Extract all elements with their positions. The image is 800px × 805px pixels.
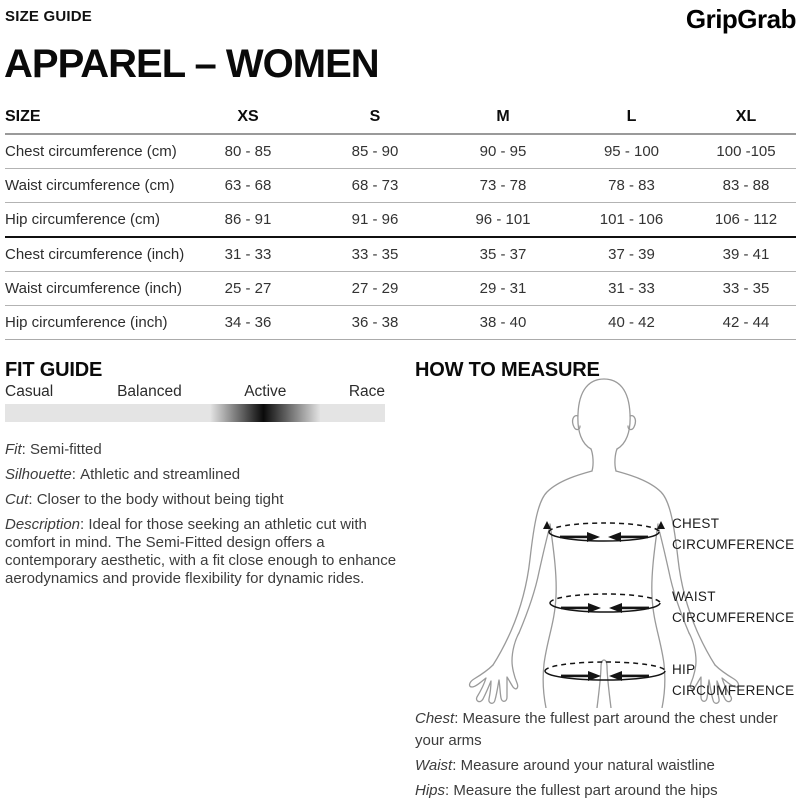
row-label: Waist circumference (cm) xyxy=(5,169,185,203)
fit-scale-label-race: Race xyxy=(348,383,385,400)
measurement-label-waist: WAIST CIRCUMFERENCE xyxy=(672,589,795,625)
column-header-s: S xyxy=(311,100,439,134)
table-cell: 101 - 106 xyxy=(567,203,696,238)
table-cell: 36 - 38 xyxy=(311,306,439,340)
table-cell: 73 - 78 xyxy=(439,169,567,203)
instruction-chest: Chest : Measure the fullest part around the chest under your arms xyxy=(415,708,795,752)
fit-attribute-silhouette: Silhouette : Athletic and streamlined xyxy=(5,466,397,484)
table-cell: 106 - 112 xyxy=(696,203,796,238)
how-to-measure-title: HOW TO MEASURE xyxy=(415,359,600,381)
table-cell: 39 - 41 xyxy=(696,237,796,272)
table-cell: 96 - 101 xyxy=(439,203,567,238)
gripgrab-logo: GripGrab xyxy=(685,4,796,34)
table-row xyxy=(5,169,796,203)
column-header-xl: XL xyxy=(696,100,796,134)
table-cell: 34 - 36 xyxy=(185,306,311,340)
fit-attributes xyxy=(5,441,397,595)
table-cell: 90 - 95 xyxy=(439,134,567,169)
table-header-row xyxy=(5,100,796,134)
row-label: Waist circumference (inch) xyxy=(5,272,185,306)
table-cell: 80 - 85 xyxy=(185,134,311,169)
table-cell: 83 - 88 xyxy=(696,169,796,203)
fit-attribute-fit: Fit : Semi-fitted xyxy=(5,441,397,459)
fit-scale-label-active: Active xyxy=(244,383,287,400)
table-cell: 33 - 35 xyxy=(311,237,439,272)
fit-scale-bar xyxy=(5,404,385,422)
table-cell: 100 -105 xyxy=(696,134,796,169)
table-cell: 40 - 42 xyxy=(567,306,696,340)
fit-scale-label-balanced: Balanced xyxy=(117,383,182,400)
table-cell: 29 - 31 xyxy=(439,272,567,306)
measurement-label-chest: CHEST CIRCUMFERENCE xyxy=(672,516,795,552)
table-cell: 85 - 90 xyxy=(311,134,439,169)
table-row xyxy=(5,203,796,238)
table-cell: 31 - 33 xyxy=(567,272,696,306)
column-header-m: M xyxy=(439,100,567,134)
measurement-label-hip: HIP CIRCUMFERENCE xyxy=(672,662,795,698)
table-cell: 25 - 27 xyxy=(185,272,311,306)
table-row xyxy=(5,237,796,272)
row-label: Chest circumference (cm) xyxy=(5,134,185,169)
column-header-l: L xyxy=(567,100,696,134)
table-cell: 68 - 73 xyxy=(311,169,439,203)
table-cell: 37 - 39 xyxy=(567,237,696,272)
table-cell: 31 - 33 xyxy=(185,237,311,272)
fit-attribute-description: Description : Ideal for those seeking an athletic cut with comfort in mind. The Semi-Fitted design offers a contemporary aesthetic, with a fit close enough to enhance aerodynamics and provide flexibility for dynamic rides. xyxy=(5,516,397,588)
table-cell: 38 - 40 xyxy=(439,306,567,340)
size-table xyxy=(5,100,796,340)
size-guide-label: SIZE GUIDE xyxy=(5,8,93,25)
column-header-xs: XS xyxy=(185,100,311,134)
row-label: Chest circumference (inch) xyxy=(5,237,185,272)
table-cell: 33 - 35 xyxy=(696,272,796,306)
table-cell: 63 - 68 xyxy=(185,169,311,203)
instruction-hips: Hips : Measure the fullest part around the hips xyxy=(415,780,795,802)
table-cell: 86 - 91 xyxy=(185,203,311,238)
table-row xyxy=(5,272,796,306)
table-row xyxy=(5,134,796,169)
column-header-size: SIZE xyxy=(5,100,185,134)
table-cell: 91 - 96 xyxy=(311,203,439,238)
fit-scale-labels xyxy=(5,383,385,401)
table-row xyxy=(5,306,796,340)
table-cell: 78 - 83 xyxy=(567,169,696,203)
table-cell: 27 - 29 xyxy=(311,272,439,306)
measure-instructions xyxy=(415,708,795,805)
table-cell: 95 - 100 xyxy=(567,134,696,169)
table-cell: 35 - 37 xyxy=(439,237,567,272)
row-label: Hip circumference (cm) xyxy=(5,203,185,238)
page-title: APPAREL – WOMEN xyxy=(4,42,379,86)
table-cell: 42 - 44 xyxy=(696,306,796,340)
fit-scale-label-casual: Casual xyxy=(5,383,54,400)
fit-attribute-cut: Cut : Closer to the body without being tight xyxy=(5,491,397,509)
row-label: Hip circumference (inch) xyxy=(5,306,185,340)
fit-guide-title: FIT GUIDE xyxy=(5,359,103,381)
instruction-waist: Waist : Measure around your natural waistline xyxy=(415,755,795,777)
